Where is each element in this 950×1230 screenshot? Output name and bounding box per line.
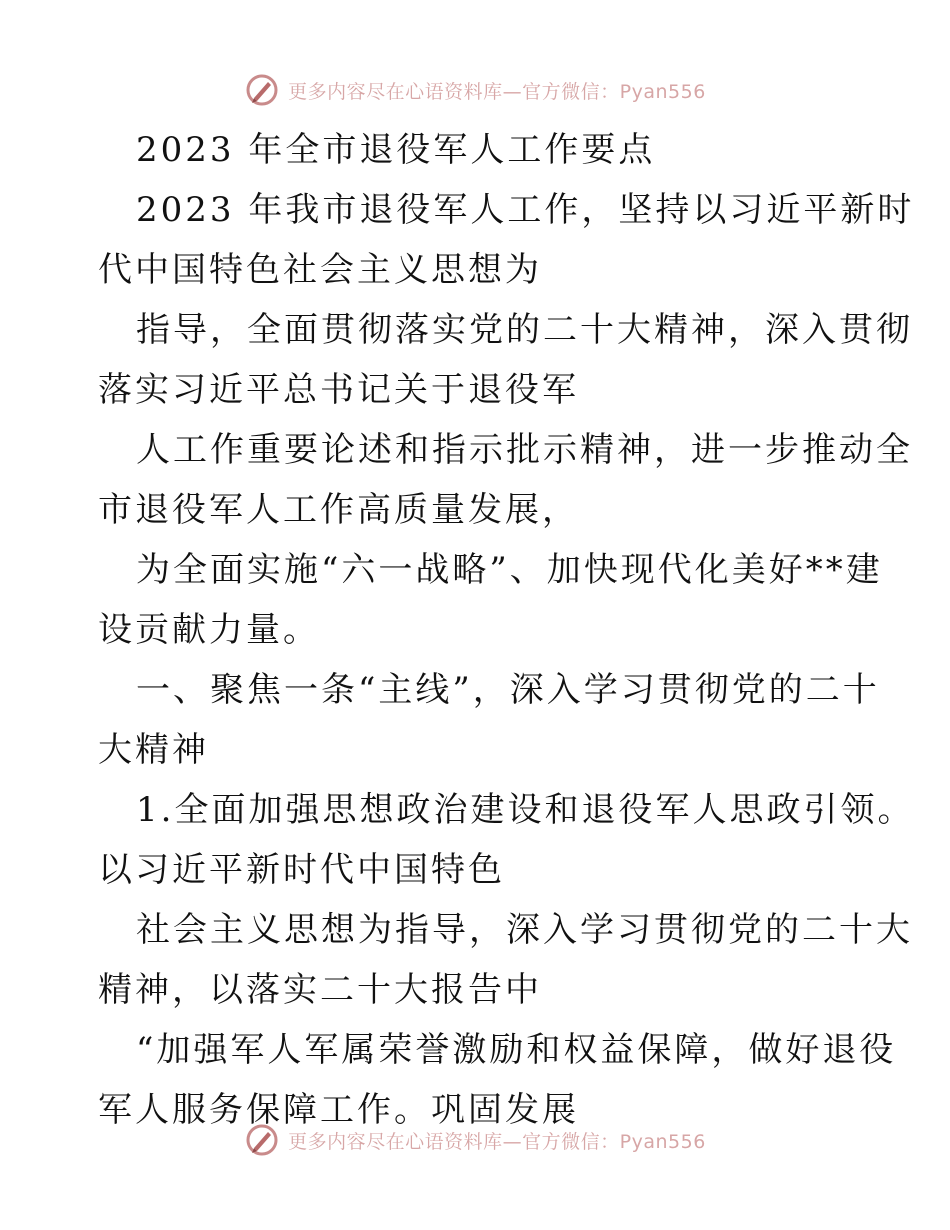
doc-line: “加强军人军属荣誉激励和权益保障，做好退役 [136, 1030, 897, 1070]
watermark-header [0, 70, 950, 110]
document-body [98, 120, 915, 1140]
watermark-text: 更多内容尽在心语资料库—官方微信：Pyan556 [288, 80, 706, 103]
doc-line: 军人服务保障工作。巩固发展 [98, 1090, 579, 1130]
doc-heading-cont: 大精神 [98, 730, 209, 770]
watermark-text: 更多内容尽在心语资料库—官方微信：Pyan556 [288, 1130, 706, 1153]
doc-line: 1.全面加强思想政治建设和退役军人思政引领。 [136, 790, 915, 830]
doc-line: 指导，全面贯彻落实党的二十大精神，深入贯彻 [136, 310, 913, 350]
doc-line: 落实习近平总书记关于退役军 [98, 370, 579, 410]
doc-line: 以习近平新时代中国特色 [98, 850, 505, 890]
pen-seal-logo-icon [244, 72, 280, 108]
watermark-footer [0, 1120, 950, 1160]
doc-heading: 一、聚焦一条“主线”，深入学习贯彻党的二十 [136, 670, 880, 710]
doc-line: 市退役军人工作高质量发展， [98, 490, 579, 530]
doc-title: 2023 年全市退役军人工作要点 [136, 130, 656, 170]
pen-seal-logo-icon [244, 1122, 280, 1158]
doc-line: 2023 年我市退役军人工作，坚持以习近平新时 [136, 190, 915, 230]
doc-line: 为全面实施“六一战略”、加快现代化美好**建 [136, 550, 883, 590]
doc-line: 社会主义思想为指导，深入学习贯彻党的二十大 [136, 910, 913, 950]
doc-line: 人工作重要论述和指示批示精神，进一步推动全 [136, 430, 913, 470]
doc-line: 代中国特色社会主义思想为 [98, 250, 542, 290]
doc-line: 设贡献力量。 [98, 610, 320, 650]
doc-line: 精神，以落实二十大报告中 [98, 970, 542, 1010]
